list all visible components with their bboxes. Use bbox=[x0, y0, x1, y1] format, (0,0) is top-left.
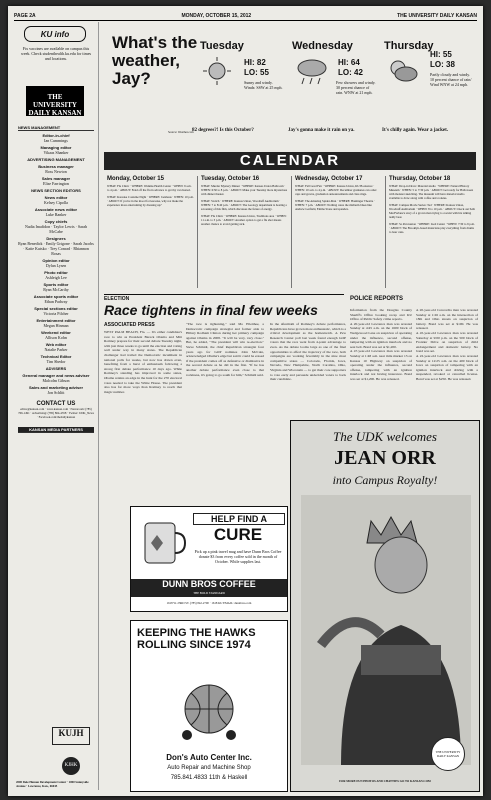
dunn-brand: DUNN BROS COFFEE bbox=[131, 579, 287, 597]
high-temp: HI: 55 bbox=[430, 50, 452, 59]
staff-name: Ethan Padway bbox=[44, 299, 68, 304]
forecast-tagline: It's chilly again. Wear a jacket. bbox=[382, 128, 449, 133]
staff-name: Ashleigh Lee bbox=[45, 275, 67, 280]
article-column-2: "The race is tightening," said Mo Elleithee, a Democratic campaign strategist and former aide to Hillary Rodham Clinton during her primary campaign against Obama in 2008. "It will be very, very close." But, he added, "The president will win re-election." Steve Schmidt, the chief Republican strategist four years ago for GOP nominee John McCain, acknowledged Obama's edge but said it could be erased if the president comes off as defensive or dismissive in the second debate as he did in the first. "If he has another debate performance even close to that rockiness, it's going to go south for him," Schmidt said. bbox=[186, 322, 264, 377]
news-management-heading: NEWS MANAGEMENT bbox=[18, 125, 94, 131]
calendar-event: WHAT: Flu Clinic · WHERE: Watkins Health Center · WHEN: 9 a.m. to 4 p.m. · ABOUT: Fend off the flu in advance to get thy vaccinated. bbox=[107, 184, 192, 192]
staff-role: Business manager bbox=[38, 164, 74, 169]
staff-role: Weekend editor bbox=[41, 330, 71, 335]
staff-role: NEWS SECTION EDITORS bbox=[31, 188, 81, 193]
calendar-event: WHAT: Campus Movie Series: Ted · WHERE: Kansas Union, Woodruff Auditorium · WHEN: 8 to 10 p.m. · ABOUT: Check out Seth MacFarlane's story of a grown man trying to coexist with his talking teddy bear. bbox=[389, 203, 475, 219]
jean-name: JEAN ORR bbox=[334, 447, 436, 469]
staff-role: General manager and news adviser bbox=[22, 373, 90, 378]
staff-name: Victoria Pilcher bbox=[43, 311, 69, 316]
staff-name: Tim Shedor bbox=[46, 359, 66, 364]
auto-phone: 785.841.4833 11th & Haskell bbox=[170, 775, 248, 781]
staff-name: Malcolm Gibson bbox=[42, 378, 70, 383]
page-date: MONDAY, OCTOBER 15, 2012 bbox=[181, 13, 252, 19]
calendar-title: CALENDAR bbox=[104, 152, 476, 170]
staff-list bbox=[18, 122, 94, 433]
calendar-event: WHAT: Drop-in Draw: Material studio · WHERE: Natural History Museum · WHEN: 5 to 7:30 p.m. · ABOUT: Get ready for Halloween with monster sketching. The museum will have material studio available to draw along with coffee and cookies. bbox=[389, 184, 474, 200]
newspaper-page bbox=[8, 6, 483, 796]
staff-role: ADVERTISING MANAGEMENT bbox=[27, 157, 85, 162]
kjhk-logo: KJHK bbox=[62, 757, 80, 775]
dunn-tagline: THE BOLD STANDARD bbox=[193, 591, 225, 595]
dons-auto-ad bbox=[130, 620, 288, 792]
jean-orr-photo bbox=[301, 495, 471, 765]
high-temp: HI: 64 bbox=[338, 58, 360, 67]
staff-name: Kelsey Cipolla bbox=[44, 200, 68, 205]
contact-heading: CONTACT US bbox=[36, 401, 76, 407]
calendar-day-heading: Wednesday, October 17 bbox=[295, 176, 363, 182]
calendar-day-heading: Monday, October 15 bbox=[107, 176, 164, 182]
calendar-event: WHAT: Flu Clinic · WHERE: Kansas Union, Traditions area · WHEN: 11 a.m. to 3 p.m. · ABOUT: Another option to get a flu shot means another chance to avoid getting sick. bbox=[201, 214, 287, 226]
staff-role: Photo editor bbox=[44, 270, 68, 275]
staff-role: Special sections editor bbox=[34, 306, 78, 311]
staff-role: ADVISERS bbox=[45, 366, 67, 371]
kuinfo-logo: KU info bbox=[24, 26, 86, 42]
sun-icon bbox=[202, 56, 232, 86]
staff-role: Sports editor bbox=[43, 282, 69, 287]
ad-help-find: HELP FIND A bbox=[193, 513, 285, 525]
staff-role: Editor-in-chief bbox=[42, 133, 70, 138]
kuinfo-blurb: Fix vaccines are available on campus this week. Check studenthealth.ku.edu for times and locations. bbox=[20, 46, 92, 61]
udk-seal: THE UNIVERSITY DAILY KANSAN bbox=[431, 737, 465, 771]
staff-role: Opinion editor bbox=[42, 258, 70, 263]
day-name: Thursday bbox=[384, 40, 434, 52]
jean-footer: FOR MORE FUN PHOTOS AND CHATTIES GO TO KANSAN.COM bbox=[339, 779, 431, 783]
office-address: 2000 Dole Human Development Center · 1000 Sunnyside Avenue · Lawrence, Kan., 66045 bbox=[16, 780, 89, 788]
staff-role: News editor bbox=[44, 195, 68, 200]
article-column-1: WEST PALM BEACH, Fla. — It's either candidate's race to win as President Barack Obama and Mitt Romney prepare for their second debate Tuesday night, with just three weeks to go until the election and voting well under way in many states. The Republican challenger had trailed the Democratic incumbent in national polls for weeks, but now has drawn even, benefiting from a burst of enthusiasm following a strong first debate performance 10 days ago. While Romney's standing has improved in some states, Obama retains an edge in the hunt for the 270 electoral votes needed to take the White House. The president also has far more ways than Romney to reach that magic number. bbox=[104, 330, 182, 394]
police-item: A 47-year-old Lawrence man was arrested Sunday at 1:48 a.m. near mile marker 13 on Kansas 10 Highway on suspicion of operating under the influence, second offense, tampering with an ignition interlock and not having insurance. Bond was set at $1,200. He was released. bbox=[350, 349, 412, 381]
low-temp: LO: 42 bbox=[338, 68, 363, 77]
forecast-tagline: 82 degrees?! Is this October? bbox=[192, 128, 254, 133]
dunn-footer: 1618 W. 23RD ST. (785) 842-2700 · 1618 KU EMAIL: dunnbros.com bbox=[166, 601, 252, 605]
auto-subtitle: Auto Repair and Machine Shop bbox=[167, 765, 251, 771]
section-label: ELECTION bbox=[104, 294, 344, 302]
staff-name: Luke Ranker bbox=[45, 212, 67, 217]
staff-name: Allison Kohn bbox=[45, 335, 67, 340]
paper-name: THE UNIVERSITY DAILY KANSAN bbox=[397, 13, 477, 19]
staff-name: Vikaas Shanker bbox=[43, 150, 69, 155]
udk-logo: THE UNIVERSITY DAILY KANSAN bbox=[26, 86, 84, 116]
calendar-event: WHAT: Murder Mystery Dinner · WHERE: Kansas Union Ballroom · WHEN: 6:30 to 8 p.m. · ABOUT: Make your Tuesday more mysterious with dinner theater. bbox=[201, 184, 288, 196]
forecast-desc: Sunny and windy. Winds: SSW at 25 mph. bbox=[244, 80, 283, 90]
day-name: Tuesday bbox=[200, 40, 244, 52]
calendar-event: WHAT: Switch · WHERE: Kansas Union, Woodruff Auditorium · WHEN: 7 to 8:40 p.m. · ABOUT: The Geology department is hosting a screening of this film, which discusses the future of energy. bbox=[201, 199, 287, 211]
partly-cloudy-icon bbox=[386, 56, 418, 86]
staff-name: Ross Newton bbox=[45, 169, 67, 174]
media-partners-heading: KANSAN MEDIA PARTNERS bbox=[18, 427, 94, 433]
coffee-mug-image bbox=[135, 513, 189, 569]
calendar-day-heading: Tuesday, October 16 bbox=[201, 176, 260, 182]
forecast-tagline: Jay's gonna make it rain on ya. bbox=[288, 128, 355, 133]
staff-role: Technical Editor bbox=[40, 354, 72, 359]
high-temp: HI: 82 bbox=[244, 58, 266, 67]
rain-cloud-icon bbox=[294, 56, 330, 86]
basketball-car-image bbox=[159, 681, 259, 741]
calendar-monday bbox=[104, 176, 198, 288]
calendar-event: WHAT: So Percussion · WHERE: Lied Center · WHEN: 7:30 to 9 p.m. · ABOUT: The Brooklyn-based musicians play everything from drums to beer cans. bbox=[389, 222, 475, 234]
article-byline: ASSOCIATED PRESS bbox=[104, 322, 155, 328]
jean-orr-ad bbox=[290, 420, 480, 792]
jean-welcome-line: The UDK welcomes bbox=[333, 429, 437, 444]
day-name: Wednesday bbox=[292, 40, 353, 52]
staff-name: Nadia Imafidon · Taylor Lewis · Sarah McCabe bbox=[24, 224, 88, 234]
police-item: A 20-year-old Lawrence man was arrested Sunday at 4:45 a.m. on the 1600 block of Wedgewood Lane on suspicion of operating under the influence, second offense, tampering with an ignition interlock and no seat belt. Bond was set at $1,200. bbox=[350, 321, 412, 349]
police-intro-column bbox=[350, 308, 412, 416]
staff-name: Megan Hinman bbox=[43, 323, 69, 328]
low-temp: LO: 55 bbox=[244, 68, 269, 77]
staff-name: Elise Farrington bbox=[43, 181, 69, 186]
police-reports-heading: POLICE REPORTS bbox=[350, 296, 404, 302]
staff-name: Natalie Parker bbox=[44, 347, 68, 352]
calendar-tuesday bbox=[198, 176, 292, 288]
kujh-logo: KUJH bbox=[52, 727, 90, 745]
calendar-event: WHAT: The Amazing Spider-Man · WHERE: Hashinger Theatre · WHEN: 7 p.m. · ABOUT: Nothing cures the midterm blues like Andrew Garfield, Emma Stone and spandex. bbox=[295, 199, 375, 211]
staff-role: Sales manager bbox=[41, 176, 71, 181]
calendar-thursday bbox=[386, 176, 478, 288]
low-temp: LO: 38 bbox=[430, 60, 455, 69]
weather-source: Source: Weather.com bbox=[168, 130, 194, 134]
staff-name: Dylan Lysen bbox=[45, 263, 67, 268]
staff-name: Ian Cummings bbox=[44, 138, 68, 143]
forecast-wednesday bbox=[288, 40, 376, 138]
staff-role: Associate sports editor bbox=[33, 294, 79, 299]
article-headline: Race tightens in final few weeks bbox=[104, 302, 318, 318]
auto-headline: KEEPING THE HAWKS ROLLING SINCE 1974 bbox=[137, 627, 256, 651]
auto-business-name: Don's Auto Center Inc. bbox=[166, 753, 252, 762]
police-item: A 22-year-old Lawrence man was arrested Sunday at 12:25 a.m. on the 400 block of Iowa on suspicion of tampering with an ignition interlock and driving with a suspended, revoked or cancelled license. Bond was set at $250. He was released. bbox=[416, 353, 478, 381]
page-header-bar bbox=[14, 12, 477, 21]
staff-role: Associate news editor bbox=[34, 207, 78, 212]
staff-role: Web editor bbox=[45, 342, 67, 347]
staff-name: Ryan McCarthy bbox=[43, 287, 69, 292]
staff-name: Ryan Benedick · Emily Grigone · Sarah Jacobs · Katie Kutsko · Trey Conrad · Rhiannon Rosas bbox=[18, 241, 94, 256]
staff-role: Sales and marketing adviser bbox=[28, 385, 84, 390]
staff-role: Managing editor bbox=[40, 145, 72, 150]
calendar-event: WHAT: Karaoke Costume Night · WHERE: Jazzhaus · WHEN: 10 p.m. · ABOUT: If you're in the mood for karaoke, why not make the experience more entertaining by dressing up? bbox=[107, 195, 194, 207]
police-item: A 20-year-old Concordia man was arrested Sunday at 1:26 a.m. on the intersection of 18th and Ohio streets on suspicion of battery. Bond was set at $100. He was released. bbox=[416, 308, 478, 331]
contact-info: editor@kansan.com · www.kansan.com · Newsroom: (785) 766-1491 · Advertising: (785) 864-4358 · Twitter: UDK_News · Facebook.com/thedailykansan bbox=[18, 407, 94, 419]
staff-role: Entertainment editor bbox=[36, 318, 76, 323]
calendar-event: WHAT: Fall Grad Fair · WHERE: Kansas Union, KU Bookstore · WHEN: 10 a.m. to 4 p.m. · ABOUT: December graduates can order caps and gowns, graduation announcements and class rings. bbox=[295, 184, 377, 196]
forecast-desc: Few showers and windy. 30 percent chance of rain. WNW at 21 mph. bbox=[336, 80, 376, 95]
dunn-bros-ad bbox=[130, 506, 288, 612]
ad-dunn-body: Pick up a pink travel mug and have Dunn Bros Coffee donate $3 from every coffee sold in the month of October. While supplies last. bbox=[194, 549, 282, 564]
weather-title: What's the weather, Jay? bbox=[112, 33, 198, 88]
staff-sidebar bbox=[14, 22, 99, 790]
calendar-wednesday bbox=[292, 176, 386, 288]
calendar-day-heading: Thursday, October 18 bbox=[389, 176, 451, 182]
forecast-desc: Partly cloudy and windy. 10 percent chance of rain/ Wind WNW at 24 mph. bbox=[430, 72, 472, 87]
police-column-2 bbox=[416, 308, 478, 416]
staff-role: Designers bbox=[46, 236, 66, 241]
page-number: PAGE 2A bbox=[14, 13, 36, 19]
police-intro: Information from the Douglas County Sheriff's Office booking recap and KU Office of Public Safety crime reports. bbox=[350, 308, 412, 322]
article-column-3: In the aftermath of Romney's debate performance, Republicans have grown more enthusiastic, which is a critical development as the homestretch. A Pew Research Center poll last week found enough GOP voters that the race went from 4-point advantage to even. As the debate looms large as one of the final opportunities to affect the trajectory of the race, both campaigns are working feverishly in the nine most competitive states — Colorado, Florida, Iowa, Nevada, New Hampshire, North Carolina, Ohio, Virginia and Wisconsin — to get their core supporters to vote early and persuade undecided voters to back their candidate. bbox=[270, 322, 346, 382]
staff-name: Jon Schlitt bbox=[47, 390, 65, 395]
forecast-thursday bbox=[382, 40, 472, 138]
jean-royalty-line: into Campus Royalty! bbox=[332, 473, 438, 487]
forecast-tuesday bbox=[192, 40, 284, 138]
staff-role: Copy chiefs bbox=[44, 219, 68, 224]
ad-cure: CURE bbox=[213, 525, 263, 544]
police-item: A 45-year-old Lawrence man was arrested Saturday at 9:00 p.m. on the 500 block of Frontier Drive on suspicion of child endangerment and domestic battery. No bond was set. bbox=[416, 330, 478, 354]
